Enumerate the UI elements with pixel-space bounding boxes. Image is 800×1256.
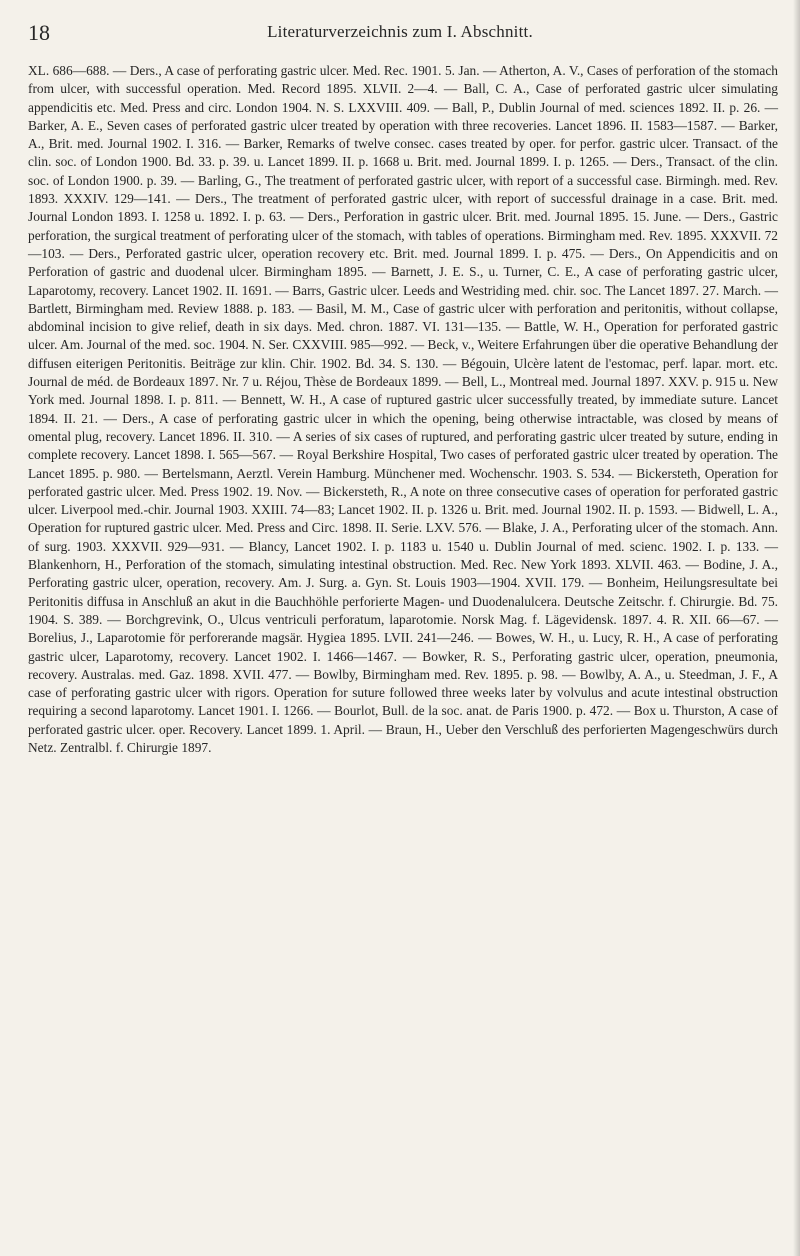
page-edge-shadow bbox=[793, 0, 800, 1256]
page-number: 18 bbox=[28, 20, 50, 45]
running-title: Literaturverzeichnis zum I. Abschnitt. bbox=[267, 22, 533, 41]
page-header bbox=[24, 18, 776, 52]
bibliography-text: XL. 686—688. — Ders., A case of perforating gastric ulcer. Med. Rec. 1901. 5. Jan. — Atherton, A. V., Cases of perforation of the stomach from ulcer, with successful operation. Med. Record 1895. XLVII. 2—4. — Ball, C. A., Case of perforated gastric ulcer simulating appendicitis etc. Med. Press and circ. London 1904. N. S. LXXVIII. 409. — Ball, P., Dublin Journal of med. sciences 1892. II. p. 26. — Barker, A. E., Seven cases of perforated gastric ulcer treated by operation with three recoveries. Lancet 1896. II. 1583—1587. — Barker, A., Brit. med. Journal 1902. I. 316. — Barker, Remarks of twelve consec. cases treated by oper. for perfor. gastric ulcer. Transact. of the clin. soc. of London 1900. Bd. 33. p. 39. u. Lancet 1899. II. p. 1668 u. Brit. med. Journal 1899. I. p. 1265. — Ders., Transact. of the clin. soc. of London 1900. p. 39. — Barling, G., The treatment of perforated gastric ulcer, with report of a successful case. Birmingh. med. Rev. 1893. XXXIV. 129—141. — Ders., The treatment of perforated gastric ulcer, with report of successful drainage in a case. Brit. med. Journal London 1893. I. 1258 u. 1892. I. p. 63. — Ders., Perforation in gastric ulcer. Brit. med. Journal 1895. 15. June. — Ders., Gastric perforation, the surgical treatment of perforating ulcer of the stomach, with tables of operations. Birmingham med. Rev. 1895. XXXVII. 72—103. — Ders., Perforated gastric ulcer, operation recovery etc. Brit. med. Journal 1899. I. p. 475. — Ders., On Appendicitis and on Perforation of gastric and duodenal ulcer. Birmingham 1895. — Barnett, J. E. S., u. Turner, C. E., A case of perforating gastric ulcer, Laparotomy, recovery. Lancet 1902. II. 1691. — Barrs, Gastric ulcer. Leeds and Westriding med. chir. soc. The Lancet 1897. 27. March. — Bartlett, Birmingham med. Review 1888. p. 183. — Basil, M. M., Case of gastric ulcer with perforation and peritonitis, without collapse, abdominal incision to give relief, death in six days. Med. chron. 1887. VI. 131—135. — Battle, W. H., Operation for perforated gastric ulcer. Am. Journal of the med. soc. 1904. N. Ser. CXXVIII. 985—992. — Beck, v., Weitere Erfahrungen über die operative Behandlung der diffusen eiterigen Peritonitis. Beiträge zur klin. Chir. 1902. Bd. 34. S. 130. — Bégouin, Ulcère latent de l'estomac, perf. lapar. mort. etc. Journal de méd. de Bordeaux 1897. Nr. 7 u. Réjou, Thèse de Bordeaux 1899. — Bell, L., Montreal med. Journal 1897. XXV. p. 915 u. New York med. Journal 1898. I. p. 811. — Bennett, W. H., A case of ruptured gastric ulcer successfully treated, by immediate suture. Lancet 1894. II. 21. — Ders., A case of perforating gastric ulcer in which the opening, being otherwise intractable, was closed by means of omental plug, recovery. Lancet 1896. II. 310. — A series of six cases of ruptured, and perforating gastric ulcer treated by suture, ending in complete recovery. Lancet 1898. I. 565—567. — Royal Berkshire Hospital, Two cases of perforated gastric ulcer treated by operation. The Lancet 1895. p. 980. — Bertelsmann, Aerztl. Verein Hamburg. Münchener med. Wochenschr. 1903. S. 534. — Bickersteth, Operation for perforated gastric ulcer. Med. Press 1902. 19. Nov. — Bickersteth, R., A note on three consecutive cases of operation for perforated gastric ulcer. Liverpool med.-chir. Journal 1903. XXIII. 74—83; Lancet 1902. II. p. 1326 u. Brit. med. Journal 1902. II. p. 1593. — Bidwell, L. A., Operation for ruptured gastric ulcer. Med. Press and Circ. 1898. II. Serie. LXV. 576. — Blake, J. A., Perforating ulcer of the stomach. Ann. of surg. 1903. XXXVII. 929—931. — Blancy, Lancet 1902. I. p. 1183 u. 1540 u. Dublin Journal of med. scienc. 1902. I. p. 133. — Blankenhorn, H., Perforation of the stomach, simulating intestinal obstruction. Med. Rec. New York 1893. XLVII. 463. — Bodine, J. A., Perforating gastric ulcer, operation, recovery. Am. J. Surg. a. Gyn. St. Louis 1903—1904. XVII. 179. — Bonheim, Heilungsresultate bei Peritonitis diffusa in Anschluß an akut in die Bauchhöhle perforierte Magen- und Duodenalulcera. Deutsche Zeitschr. f. Chirurgie. Bd. 75. 1904. S. 389. — Borchgrevink, O., Ulcus ventriculi perforatum, laparotomie. Norsk Mag. f. Lägevidensk. 1897. 4. R. XII. 66—67. — Borelius, J., Laparotomie för perforerande magsär. Hygiea 1895. LVII. 241—246. — Bowes, W. H., u. Lucy, R. H., A case of perforating gastric ulcer, Laparotomy, recovery. Lancet 1902. I. 1466—1467. — Bowker, R. S., Perforating gastric ulcer, operation, pneumonia, recovery. Australas. med. Gaz. 1898. XVII. 477. — Bowlby, Birmingham med. Rev. 1895. p. 98. — Bowlby, A. A., u. Steedman, J. F., A case of perforating gastric ulcer with rigors. Operation for suture followed three weeks later by volvulus and acute intestinal obstruction requiring a second laparotomy. Lancet 1901. I. 1266. — Bourlot, Bull. de la soc. anat. de Paris 1900. p. 472. — Box u. Thurston, A case of perforated gastric ulcer. oper. Recovery. Lancet 1899. 1. April. — Braun, H., Ueber den Verschluß des perforierten Magengeschwürs durch Netz. Zentralbl. f. Chirurgie 1897. bbox=[28, 63, 778, 755]
